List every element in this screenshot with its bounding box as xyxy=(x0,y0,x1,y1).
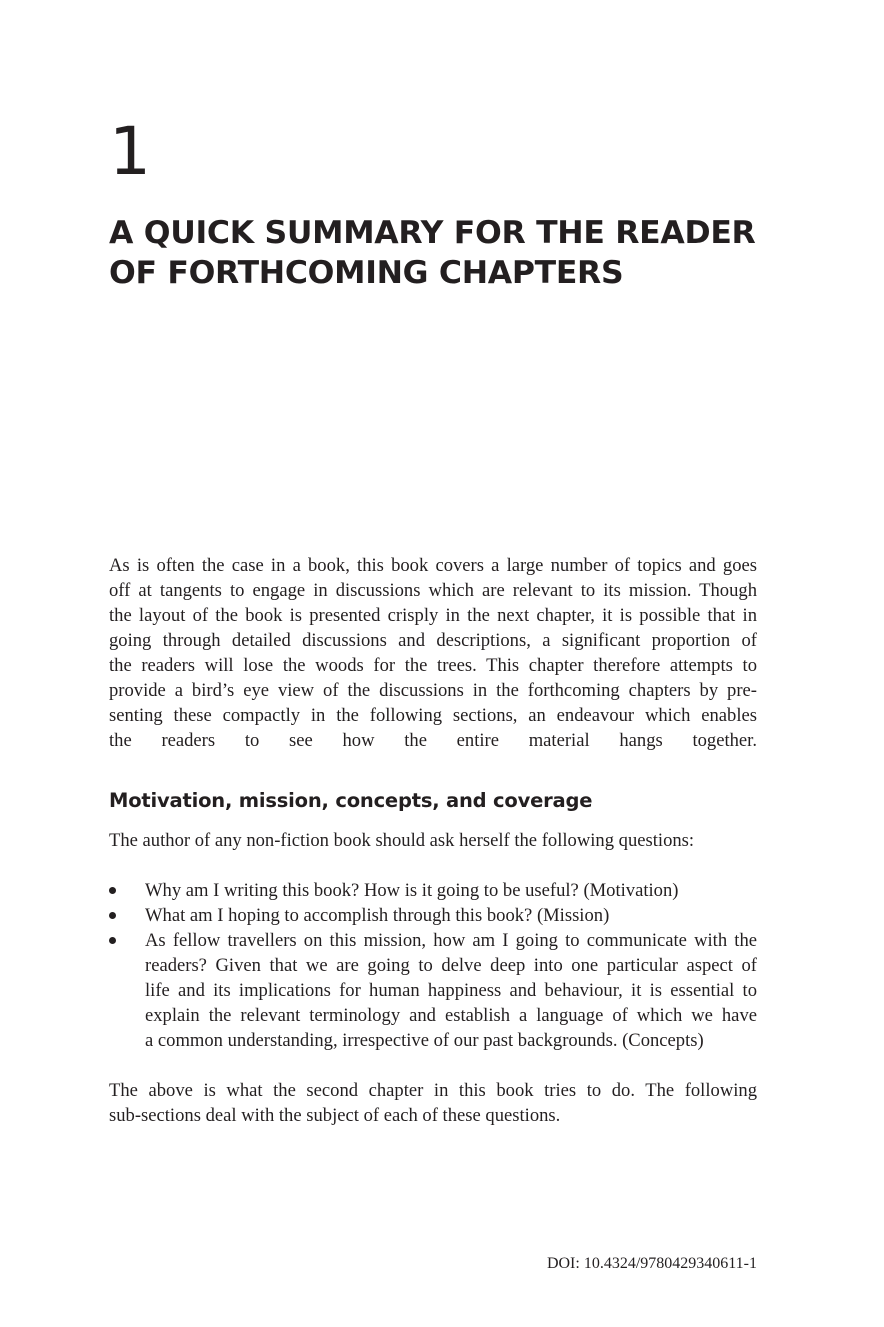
list-item xyxy=(109,928,757,1053)
intro-line: the readers will lose the woods for the trees. This chapter therefore attempts to xyxy=(109,655,757,676)
list-item-line: As fellow travellers on this mission, how am I going to communicate with the xyxy=(145,930,757,951)
list-item-line: Why am I writing this book? How is it going to be useful? (Motivation) xyxy=(145,880,679,901)
bullet-icon xyxy=(109,887,116,894)
list-item xyxy=(109,903,757,928)
intro-paragraph xyxy=(109,553,757,753)
doi-footer: DOI: 10.4324/9780429340611-1 xyxy=(546,1255,757,1272)
questions-list xyxy=(109,878,757,1053)
chapter-title-line-1: A QUICK SUMMARY FOR THE READER xyxy=(109,215,756,251)
chapter-title xyxy=(109,213,779,293)
chapter-title-line-2: OF FORTHCOMING CHAPTERS xyxy=(109,255,624,291)
intro-line: going through detailed discussions and descriptions, a significant proportion of xyxy=(109,630,757,651)
list-item-line: explain the relevant terminology and establish a language of which we have xyxy=(145,1005,757,1026)
list-item-line: life and its implications for human happiness and behaviour, it is essential to xyxy=(145,980,757,1001)
closing-paragraph xyxy=(109,1078,757,1128)
list-item-line: readers? Given that we are going to delve deep into one particular aspect of xyxy=(145,955,757,976)
questions-lead-line: The author of any non-fiction book should ask herself the following questions: xyxy=(109,830,695,851)
closing-line: sub-sections deal with the subject of each of these questions. xyxy=(109,1105,561,1126)
bullet-icon xyxy=(109,912,116,919)
questions-lead-paragraph xyxy=(109,828,757,853)
list-item xyxy=(109,878,757,903)
section-heading: Motivation, mission, concepts, and coverage xyxy=(109,789,593,812)
list-item-line: What am I hoping to accomplish through this book? (Mission) xyxy=(145,905,610,926)
intro-line: the layout of the book is presented crisply in the next chapter, it is possible that in xyxy=(109,605,757,626)
intro-line: provide a bird’s eye view of the discussions in the forthcoming chapters by pre- xyxy=(109,680,757,701)
bullet-icon xyxy=(109,937,116,944)
intro-line: senting these compactly in the following sections, an endeavour which enables xyxy=(109,705,757,726)
list-item-line: a common understanding, irrespective of our past backgrounds. (Concepts) xyxy=(145,1030,704,1051)
closing-line: The above is what the second chapter in this book tries to do. The following xyxy=(109,1080,757,1101)
intro-line: off at tangents to engage in discussions which are relevant to its mission. Though xyxy=(109,580,757,601)
intro-line: As is often the case in a book, this book covers a large number of topics and goes xyxy=(109,555,757,576)
chapter-number: 1 xyxy=(109,113,151,190)
intro-line: the readers to see how the entire material hangs together. xyxy=(109,730,757,751)
